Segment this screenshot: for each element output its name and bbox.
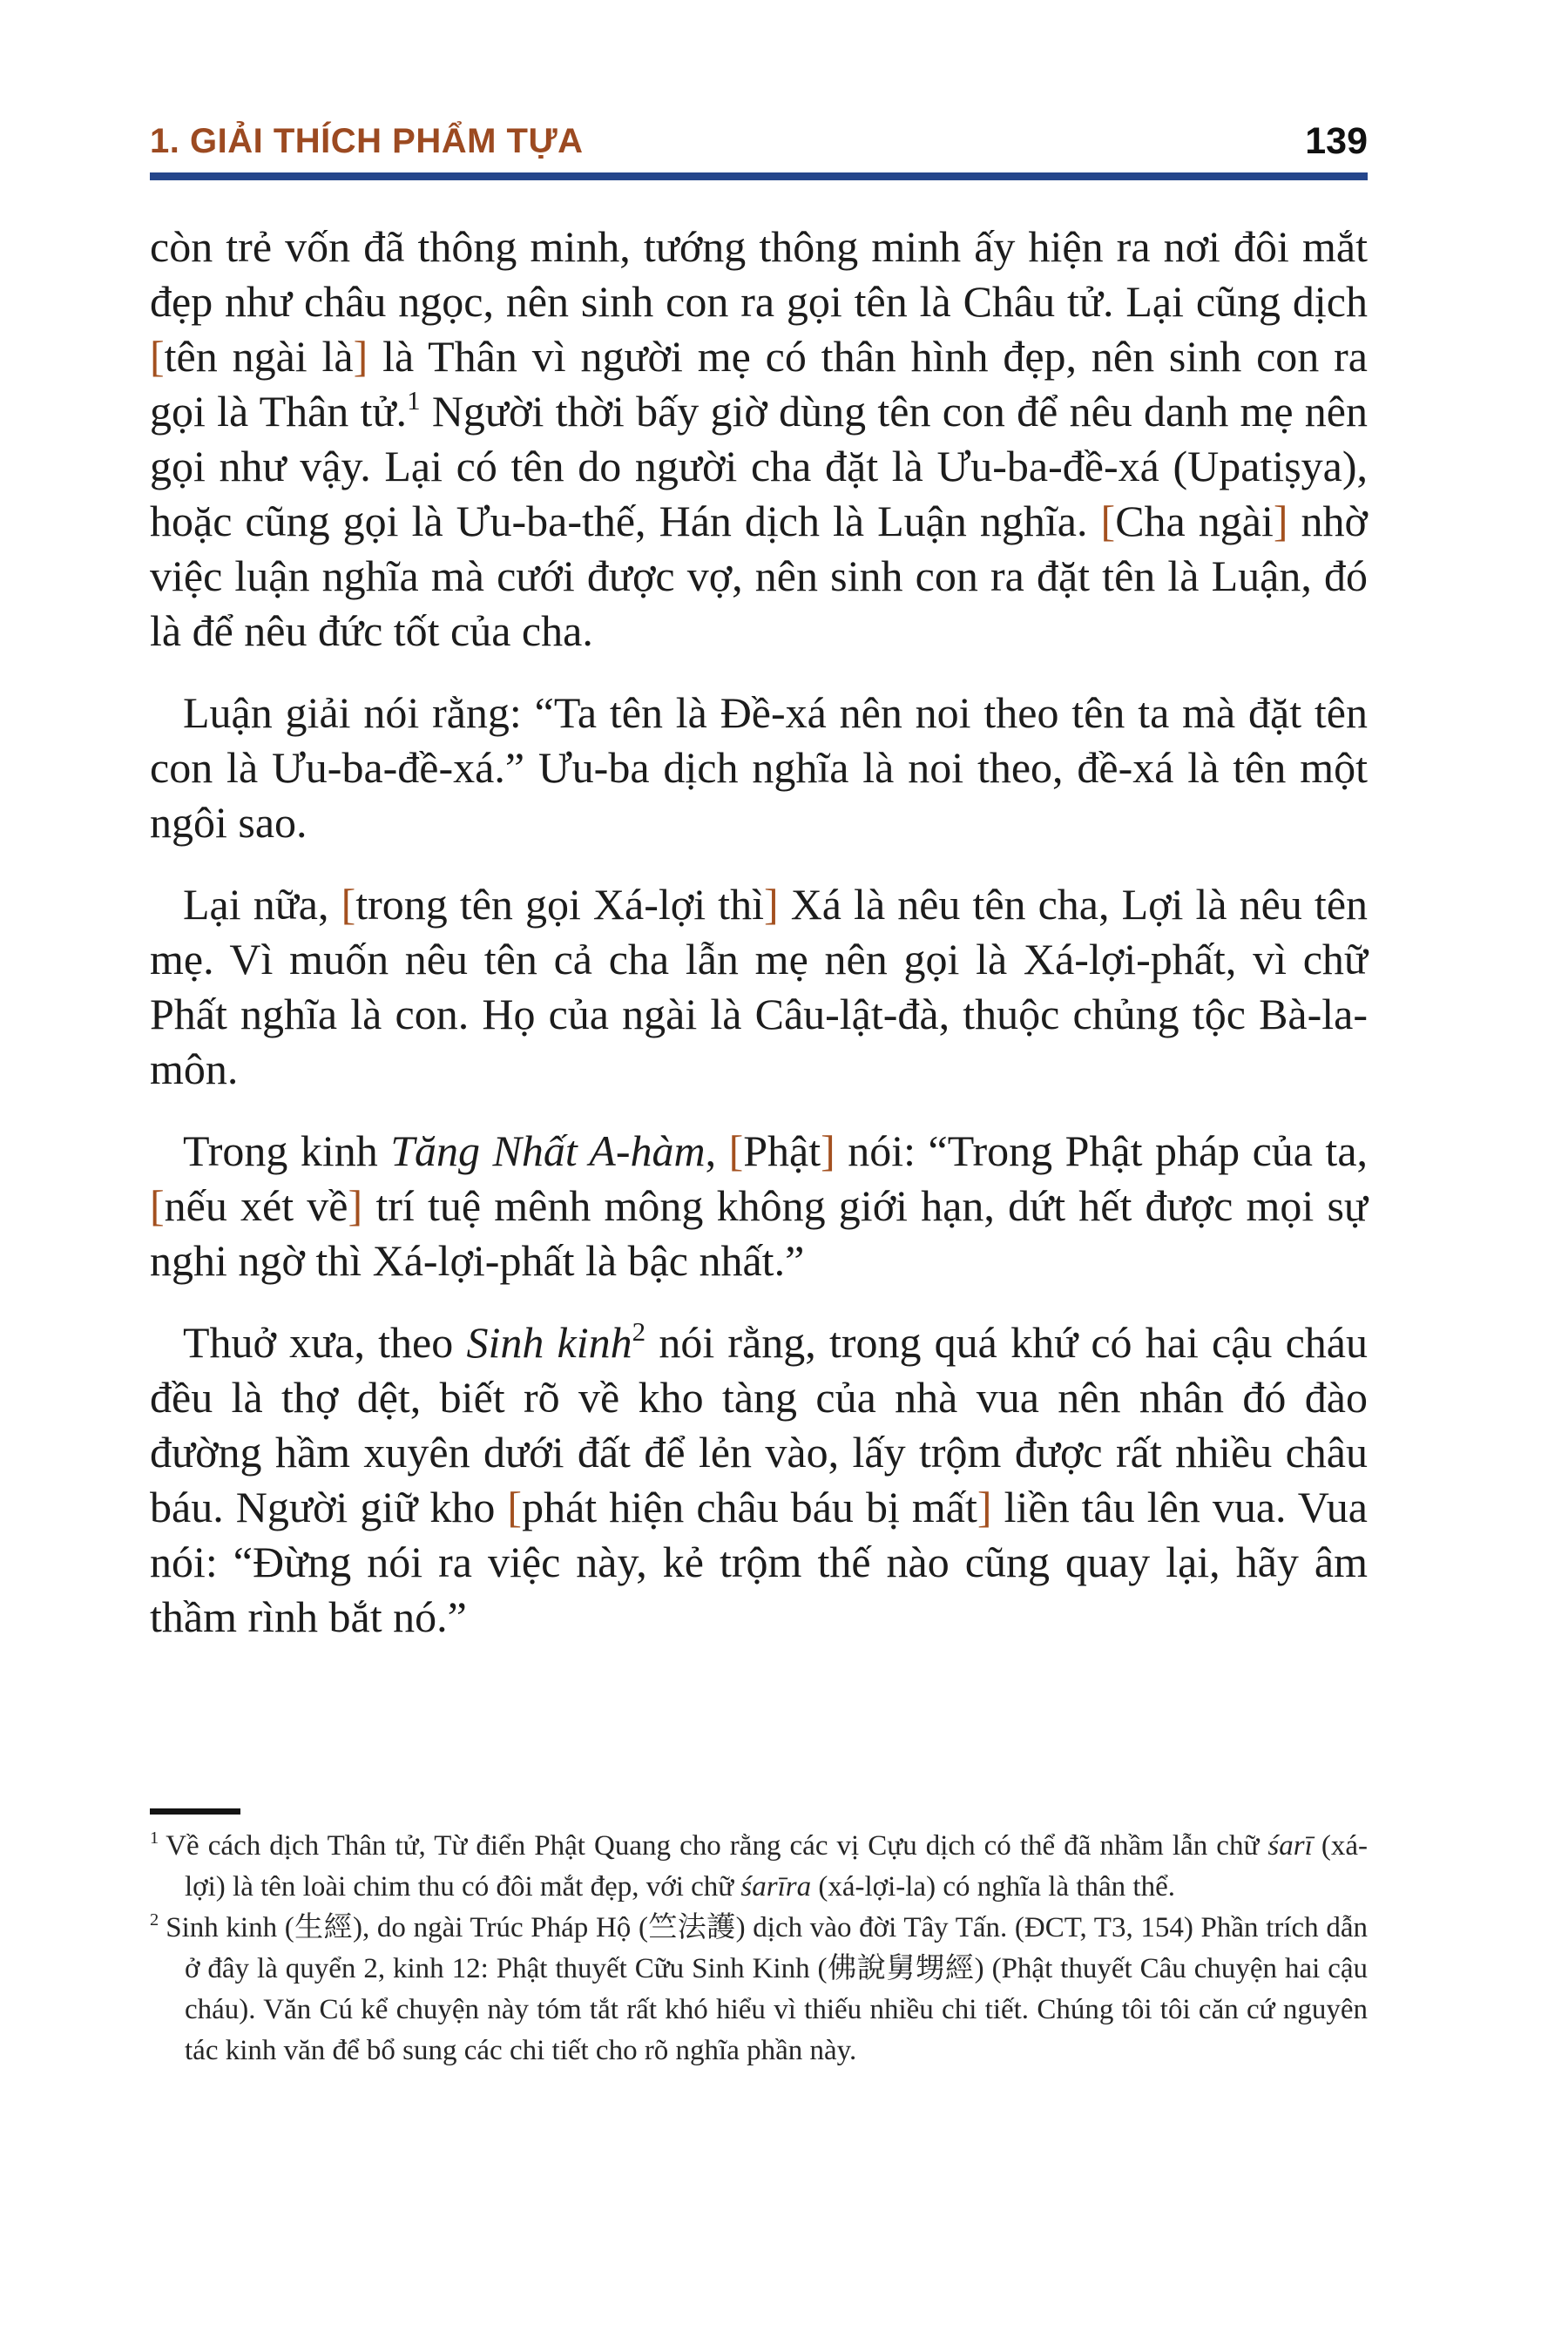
text-segment: Tăng Nhất A-hàm bbox=[390, 1126, 706, 1175]
text-segment: Xá là nêu tên cha, Lợi là nêu tên mẹ. Vì muốn nêu tên cả cha lẫn mẹ nên gọi là Xá-lợi-phất, vì chữ Phất nghĩa là con. Họ của ngài là Câu-lật-đà, thuộc chủng tộc Bà-la-môn. bbox=[150, 880, 1369, 1093]
editorial-bracket: ] bbox=[353, 332, 368, 381]
body-paragraph bbox=[150, 1315, 1368, 1645]
editorial-bracket: [ bbox=[728, 1126, 744, 1175]
text-segment: nói: “Trong Phật pháp của ta, bbox=[835, 1126, 1369, 1175]
text-segment: Luận giải nói rằng: “Ta tên là Đề-xá nên noi theo tên ta mà đặt tên con là Ưu-ba-đề-xá.” Ưu-ba dịch nghĩa là noi theo, đề-xá là tên một ngôi sao. bbox=[150, 688, 1368, 847]
text-segment: Sinh kinh bbox=[466, 1318, 632, 1367]
text-segment: (xá-lợi) là tên loài chim thu có đôi mắt đẹp, với chữ bbox=[185, 1830, 1368, 1903]
text-segment: Lại nữa, bbox=[183, 880, 341, 929]
editorial-bracket: ] bbox=[763, 880, 779, 929]
text-segment: là Thân vì người mẹ có thân hình đẹp, nên sinh con ra gọi là Thân tử. bbox=[150, 332, 1368, 436]
text-segment: Phật bbox=[743, 1126, 821, 1175]
text-segment: (xá-lợi-la) có nghĩa là thân thể. bbox=[811, 1871, 1175, 1903]
header-rule bbox=[150, 172, 1368, 180]
footnote-marker: 2 bbox=[150, 1909, 159, 1930]
body-text bbox=[150, 220, 1368, 1645]
editorial-bracket: [ bbox=[507, 1483, 523, 1531]
text-segment: tên ngài là bbox=[164, 332, 354, 381]
text-segment: śarīra bbox=[740, 1871, 812, 1903]
footnote-separator bbox=[150, 1808, 240, 1815]
text-segment: Về cách dịch Thân tử, Từ điển Phật Quang cho rằng các vị Cựu dịch có thể đã nhầm lẫn chữ bbox=[166, 1830, 1268, 1862]
footnote bbox=[150, 1908, 1368, 2072]
text-segment: Người thời bấy giờ dùng tên con để nêu danh mẹ nên gọi như vậy. Lại có tên do người cha đặt là Ưu-ba-đề-xá (Upatiṣya), hoặc cũng gọi là Ưu-ba-thế, Hán dịch là Luận nghĩa. bbox=[150, 387, 1368, 545]
text-segment: Trong kinh bbox=[183, 1126, 391, 1175]
text-segment: Cha ngài bbox=[1115, 497, 1274, 545]
body-paragraph bbox=[150, 686, 1368, 850]
body-paragraph bbox=[150, 877, 1368, 1097]
text-segment: trí tuệ mênh mông không giới hạn, dứt hết được mọi sự nghi ngờ thì Xá-lợi-phất là bậc nhất.” bbox=[150, 1181, 1369, 1285]
body-paragraph bbox=[150, 220, 1368, 659]
text-segment: Sinh kinh (生經), do ngài Trúc Pháp Hộ (竺法護) dịch vào đời Tây Tấn. (ĐCT, T3, 154) Phần trích dẫn ở đây là quyển 2, kinh 12: Phật thuyết Cữu Sinh Kinh (佛說舅甥經) (Phật thuyết Câu chuyện hai cậu cháu). Văn Cú kể chuyện này tóm tắt rất khó hiểu vì thiếu nhiều chi tiết. Chúng tôi tôi căn cứ nguyên tác kinh văn để bổ sung các chi tiết cho rõ nghĩa phần này. bbox=[166, 1912, 1368, 2066]
text-segment: nếu xét về bbox=[164, 1181, 348, 1230]
text-segment: nói rằng, trong quá khứ có hai cậu cháu đều là thợ dệt, biết rõ về kho tàng của nhà vua nên nhân đó đào đường hầm xuyên dưới đất để lẻn vào, lấy trộm được rất nhiều châu báu. Người giữ kho bbox=[150, 1318, 1368, 1531]
footnote-marker: 1 bbox=[150, 1828, 159, 1848]
text-segment: liền tâu lên vua. Vua nói: “Đừng nói ra việc này, kẻ trộm thế nào cũng quay lại, hãy âm thầm rình bắt nó.” bbox=[150, 1483, 1368, 1641]
editorial-bracket: ] bbox=[348, 1181, 363, 1230]
footnote bbox=[150, 1826, 1368, 1908]
text-segment: nhờ việc luận nghĩa mà cưới được vợ, nên sinh con ra đặt tên là Luận, đó là để nêu đức tốt của cha. bbox=[150, 497, 1368, 655]
editorial-bracket: ] bbox=[1273, 497, 1288, 545]
text-segment: , bbox=[705, 1126, 729, 1175]
text-segment: trong tên gọi Xá-lợi thì bbox=[355, 880, 764, 929]
text-segment: śarī bbox=[1267, 1830, 1313, 1862]
text-segment: Thuở xưa, theo bbox=[183, 1318, 467, 1367]
footnote-ref: 2 bbox=[632, 1315, 646, 1347]
body-paragraph bbox=[150, 1124, 1368, 1288]
running-header-title: 1. GIẢI THÍCH PHẨM TỰA bbox=[150, 122, 584, 160]
editorial-bracket: [ bbox=[1100, 497, 1116, 545]
text-segment: còn trẻ vốn đã thông minh, tướng thông minh ấy hiện ra nơi đôi mắt đẹp như châu ngọc, nên sinh con ra gọi tên là Châu tử. Lại cũng dịch bbox=[150, 222, 1368, 326]
editorial-bracket: [ bbox=[150, 1181, 165, 1230]
page-header bbox=[150, 120, 1368, 162]
editorial-bracket: [ bbox=[150, 332, 165, 381]
editorial-bracket: [ bbox=[341, 880, 356, 929]
footnotes bbox=[150, 1826, 1368, 2072]
editorial-bracket: ] bbox=[977, 1483, 992, 1531]
page-number: 139 bbox=[1305, 120, 1368, 162]
footnote-ref: 1 bbox=[407, 384, 421, 416]
editorial-bracket: ] bbox=[821, 1126, 835, 1175]
text-segment: phát hiện châu báu bị mất bbox=[522, 1483, 977, 1531]
